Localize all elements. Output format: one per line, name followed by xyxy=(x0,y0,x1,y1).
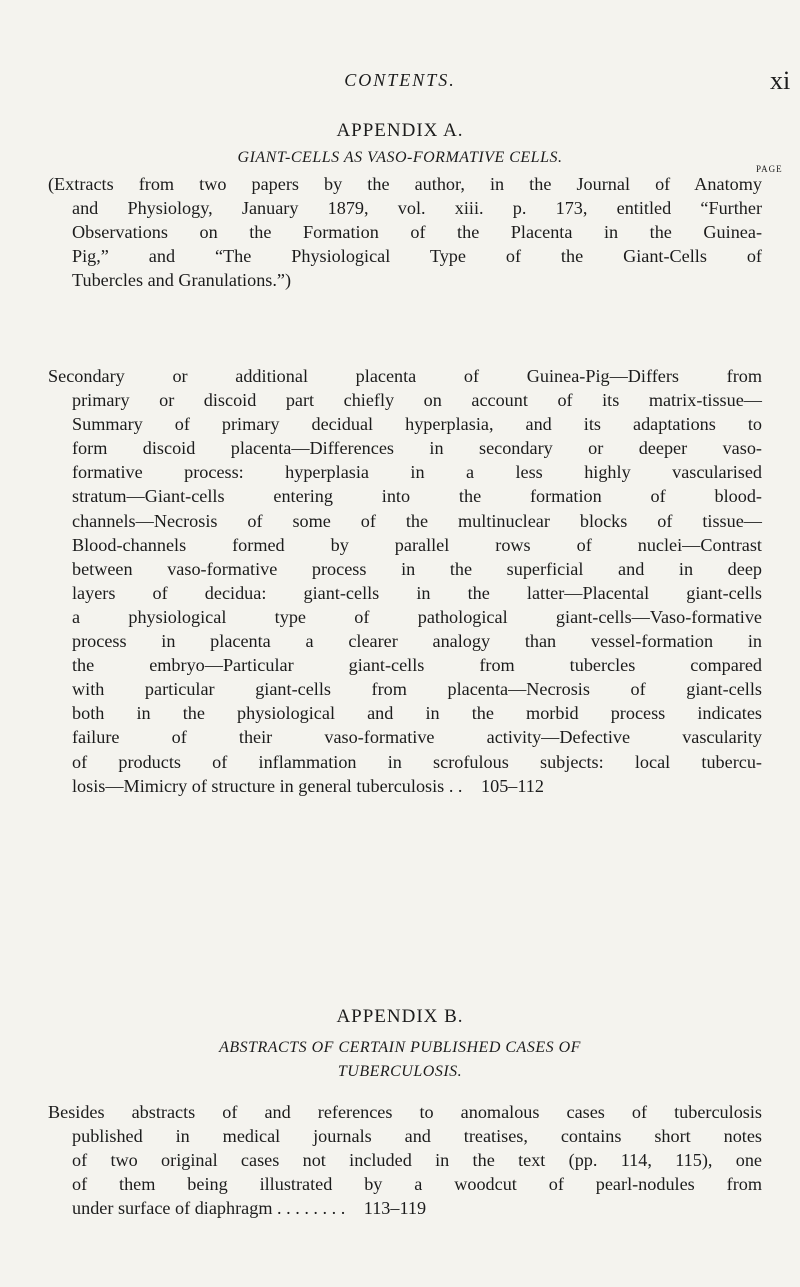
summary-line: both in the physiological and in the morbid process indicates xyxy=(72,703,762,724)
intro-line: (Extracts from two papers by the author, in the Journal of Anatomy xyxy=(48,174,762,194)
summary-line: published in medical journals and treatises, contains short notes xyxy=(72,1126,762,1147)
appendix-b-heading: APPENDIX B. xyxy=(336,1006,464,1027)
summary-line: form discoid placenta—Differences in secondary or deeper vaso- xyxy=(72,438,762,459)
summary-line: failure of their vaso-formative activity—Defective vascularity xyxy=(72,727,762,748)
summary-line: stratum—Giant-cells entering into the formation of blood- xyxy=(72,486,762,507)
appendix-b-subtitle-1: ABSTRACTS OF CERTAIN PUBLISHED CASES OF xyxy=(219,1039,581,1056)
summary-line: Summary of primary decidual hyperplasia, and its adaptations to xyxy=(72,414,762,435)
page-range: 105–112 xyxy=(481,775,544,796)
intro-line: Pig,” and “The Physiological Type of the Giant-Cells of xyxy=(72,246,762,267)
summary-line: with particular giant-cells from placenta—Necrosis of giant-cells xyxy=(72,679,762,700)
summary-line: formative process: hyperplasia in a less highly vascularised xyxy=(72,462,762,483)
running-head: CONTENTS. xyxy=(344,70,456,90)
summary-line: layers of decidua: giant-cells in the latter—Placental giant-cells xyxy=(72,582,762,603)
appendix-b-subtitle-2: TUBERCULOSIS. xyxy=(337,1063,463,1080)
page-range: 113–119 xyxy=(363,1198,427,1219)
intro-line: Tubercles and Granulations.”) xyxy=(72,270,292,291)
summary-line: between vaso-formative process in the superficial and in deep xyxy=(72,558,762,579)
appendix-a-intro xyxy=(48,172,762,292)
dot-leader: . . . . . . . . xyxy=(277,1198,346,1219)
summary-last-text: under surface of diaphragm xyxy=(72,1198,273,1219)
summary-line: Secondary or additional placenta of Guinea-Pig—Differs from xyxy=(48,366,762,386)
summary-last-line xyxy=(72,1196,762,1220)
summary-line: Besides abstracts of and references to anomalous cases of tuberculosis xyxy=(48,1102,762,1122)
summary-line: a physiological type of pathological giant-cells—Vaso-formative xyxy=(72,606,762,627)
appendix-a-subtitle: GIANT-CELLS AS VASO-FORMATIVE CELLS. xyxy=(237,149,563,166)
page-folio: xi xyxy=(770,66,791,95)
dot-leader: . . xyxy=(448,775,463,796)
summary-line: of them being illustrated by a woodcut of pearl-nodules from xyxy=(72,1174,762,1195)
appendix-a-heading: APPENDIX A. xyxy=(336,120,464,141)
summary-line: process in placenta a clearer analogy than vessel-formation in xyxy=(72,631,762,652)
summary-last-line xyxy=(72,774,762,798)
summary-line: the embryo—Particular giant-cells from tubercles compared xyxy=(72,655,762,676)
intro-line: and Physiology, January 1879, vol. xiii. p. 173, entitled “Further xyxy=(72,198,762,219)
appendix-a-summary xyxy=(48,364,762,798)
summary-line: primary or discoid part chiefly on account of its matrix-tissue— xyxy=(72,390,762,411)
appendix-b-summary xyxy=(48,1100,762,1220)
summary-line: of two original cases not included in the text (pp. 114, 115), one xyxy=(72,1150,762,1171)
summary-line: Blood-channels formed by parallel rows of nuclei—Contrast xyxy=(72,534,762,555)
summary-line: channels—Necrosis of some of the multinuclear blocks of tissue— xyxy=(72,510,762,531)
summary-line: of products of inflammation in scrofulous subjects: local tubercu- xyxy=(72,751,762,772)
summary-last-text: losis—Mimicry of structure in general tuberculosis xyxy=(72,775,445,796)
intro-line: Observations on the Formation of the Placenta in the Guinea- xyxy=(72,222,762,243)
page-column-label: PAGE xyxy=(756,164,783,174)
